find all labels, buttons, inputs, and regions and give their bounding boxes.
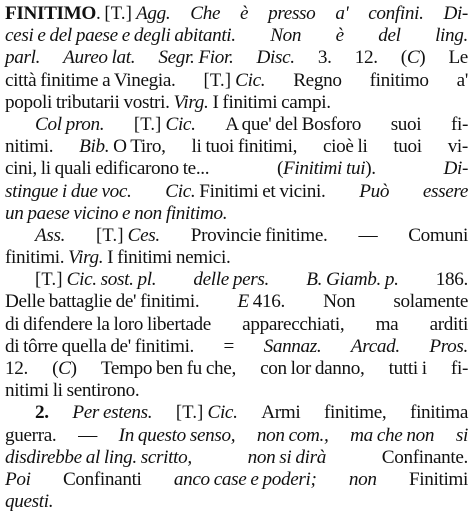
entry-line: nitimi. Bib. O Tiro, li tuoi finitimi, cioè li tuoi vi- bbox=[5, 136, 468, 158]
entry-line: parl. Aureo lat. Segr. Fior. Disc. 3. 12. (C) Le bbox=[5, 47, 468, 69]
entry-line: Delle battaglie de' finitimi. E 416. Non solamente bbox=[5, 291, 468, 313]
entry-line: finitimi. Virg. I finitimi nemici. bbox=[5, 247, 231, 269]
entry-line: di tôrre quella de' finitimi. = Sannaz. Arcad. Pros. bbox=[5, 335, 468, 357]
entry-line: di difendere la loro libertade apparecchiati, ma arditi bbox=[5, 313, 468, 335]
entry-line: guerra. — In questo senso, non com., ma che non si bbox=[5, 424, 468, 446]
entry-line: Poi Confinanti anco case e poderi; non Finitimi bbox=[5, 468, 468, 490]
entry-line: questi. bbox=[5, 491, 54, 513]
entry-line: città finitime a Vinegia. [T.] Cic. Regno finitimo a' bbox=[5, 69, 468, 91]
entry-line: cini, li quali edificarono te... (Finitimi tui). Di- bbox=[5, 158, 468, 180]
entry-line: [T.] Cic. sost. pl. delle pers. B. Giamb. p. 186. bbox=[35, 269, 468, 291]
headword: FINITIMO bbox=[5, 3, 97, 24]
entry-line: stingue i due voc. Cic. Finitimi et vicini. Può essere bbox=[5, 180, 468, 202]
entry-line: popoli tributarii vostri. Virg. I finitimi campi. bbox=[5, 91, 331, 113]
entry-line: 2. Per estens. [T.] Cic. Armi finitime, finitima bbox=[35, 402, 468, 424]
entry-line: nitimi li sentirono. bbox=[5, 380, 140, 402]
entry-line: Col pron. [T.] Cic. A que' del Bosforo suoi fi- bbox=[35, 113, 468, 135]
entry-line: FINITIMO. [T.] Agg. Che è presso a' confini. Di- bbox=[5, 3, 468, 24]
entry-line: un paese vicino e non finitimo. bbox=[5, 202, 228, 224]
entry-line: cesi e del paese e degli abitanti. Non è del ling. bbox=[5, 25, 468, 47]
entry-line: 12. (C) Tempo ben fu che, con lor danno, tutti i fi- bbox=[5, 358, 468, 379]
entry-line: Ass. [T.] Ces. Provincie finitime. — Comuni bbox=[35, 224, 468, 246]
entry-line: disdirebbe al ling. scritto, non si dirà Confinante. bbox=[5, 446, 468, 468]
